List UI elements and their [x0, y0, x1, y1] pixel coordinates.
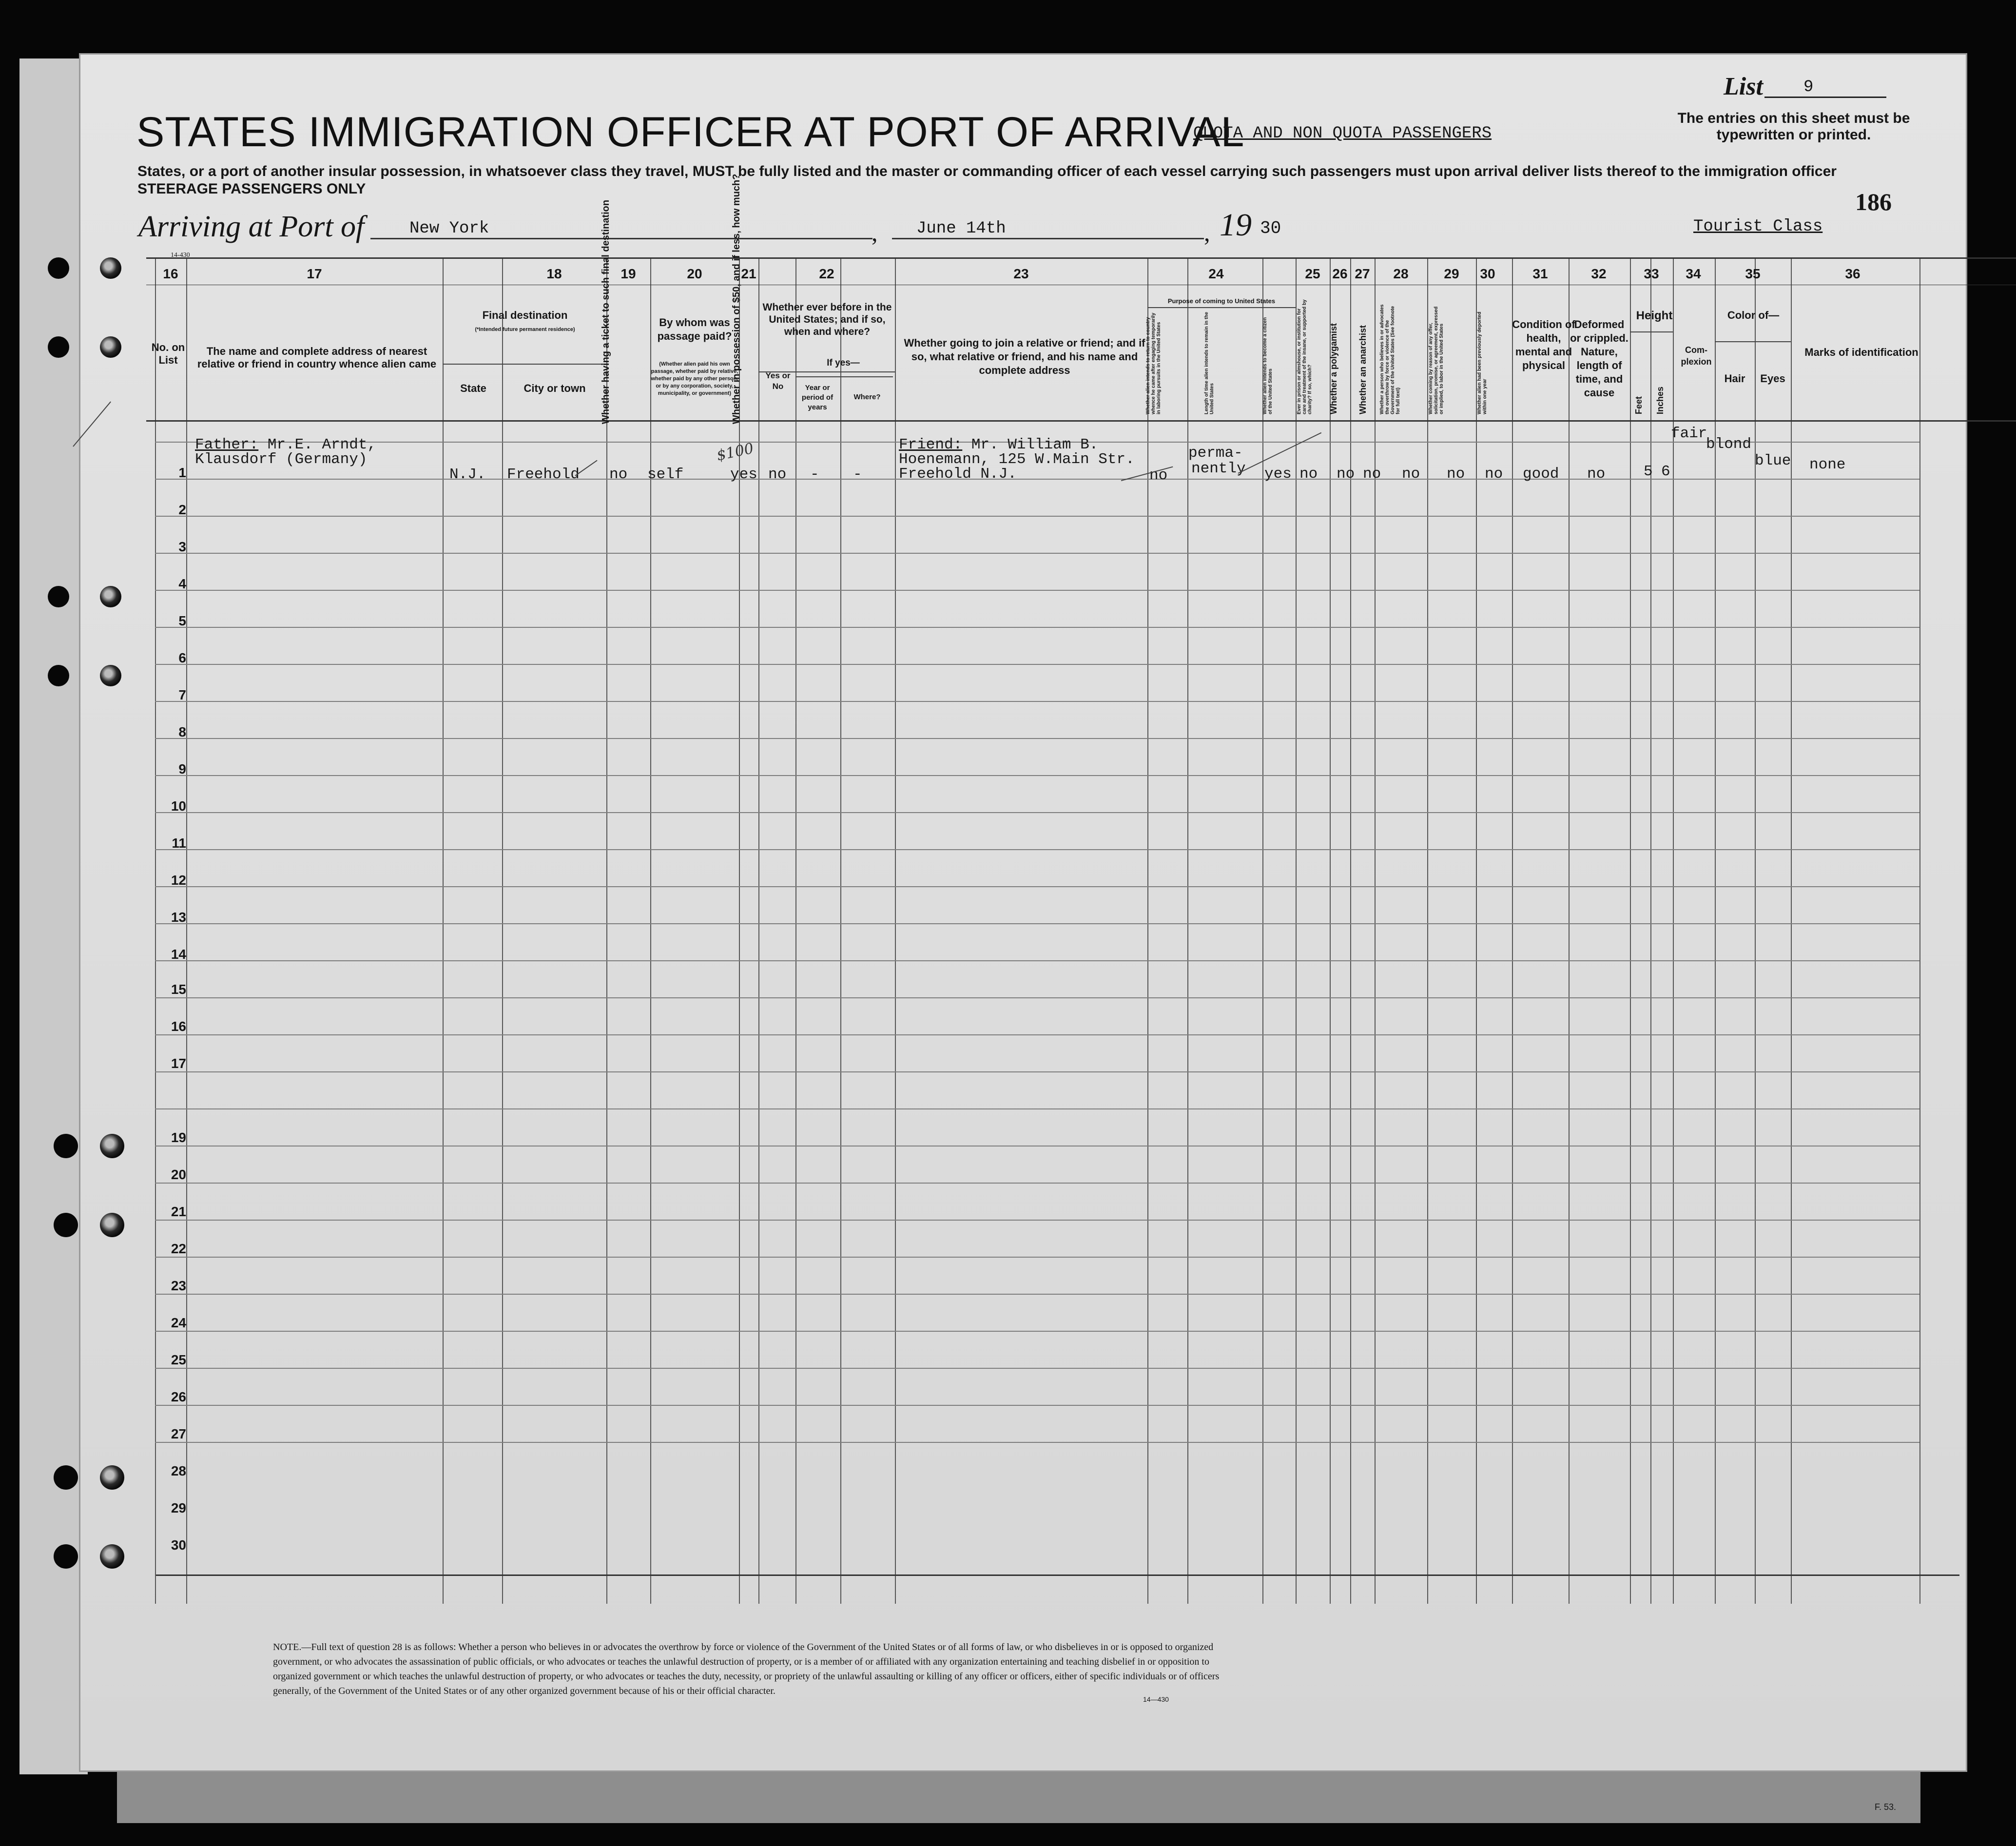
column-number: 26 — [1332, 266, 1348, 281]
grid-row-line — [155, 1331, 1919, 1332]
punch-hole — [54, 1134, 78, 1158]
grid-column-line — [186, 257, 187, 1604]
money-handwritten: $100 — [715, 440, 756, 465]
header-complexion: Com-plexion — [1681, 345, 1712, 367]
punch-hole — [48, 336, 69, 358]
grid-column-line — [1715, 257, 1716, 1604]
header-prison: Ever in prison or almshouse, or institution for care and treatment of the insane, or supported by charity? If so, which? — [1297, 299, 1313, 414]
grid-subheader-line — [1715, 341, 1791, 342]
header-state: State — [460, 382, 486, 394]
header-relative: The name and complete address of nearest relative or friend in country whence alien came — [197, 345, 437, 370]
header-year: Year or period of years — [801, 384, 834, 411]
arriving-label: Arriving at Port of — [138, 210, 365, 243]
friend-label: Friend: — [899, 436, 963, 453]
header-if-yes: If yes— — [827, 358, 860, 368]
header-before-us: Whether ever before in the United States; and if so, when and where? — [762, 302, 892, 337]
grid-column-line — [1262, 257, 1263, 1604]
grid-row-line — [155, 1034, 1919, 1035]
feet-value: 5 — [1644, 463, 1653, 480]
header-purpose-length: Length of time alien intends to remain in the United States — [1204, 311, 1215, 414]
header-deported: Whether alien had been previously deported within one year — [1477, 311, 1488, 414]
punch-hole — [54, 1213, 78, 1237]
row-number: 17 — [171, 1056, 186, 1071]
column-number: 35 — [1745, 266, 1761, 281]
header-money: Whether in possession of $50, and if less, how much? — [731, 174, 742, 424]
grid-column-line — [1296, 257, 1297, 1604]
date-field — [892, 219, 1204, 239]
prison-value: no — [1299, 466, 1318, 483]
grid-row-line — [155, 849, 1919, 850]
grid-row-line — [155, 1368, 1919, 1369]
punch-hole — [54, 1465, 78, 1490]
length-value-1: perma- — [1188, 445, 1243, 462]
form-title: STATES IMMIGRATION OFFICER AT PORT OF ARRIVAL — [136, 109, 1245, 155]
column-number: 17 — [307, 266, 322, 281]
grid-column-line — [795, 257, 796, 1604]
punch-hole — [54, 1544, 78, 1569]
grid-column-line — [1919, 257, 1920, 1604]
grid-column-line — [895, 257, 896, 1604]
grid-row-line — [155, 1108, 1919, 1109]
row-number: 12 — [171, 873, 186, 888]
grid-border-line — [146, 257, 2016, 259]
header-purpose-citizen: Whether alien intends to become a citizen of the United States — [1262, 317, 1273, 414]
marks-value: none — [1809, 456, 1846, 473]
list-label: List — [1724, 73, 1763, 100]
grid-row-line — [155, 960, 1919, 961]
grid-subheader-line — [1147, 307, 1296, 308]
grid-border-line — [156, 1574, 1959, 1576]
punch-hole — [100, 1134, 124, 1158]
column-number: 28 — [1393, 266, 1409, 281]
header-health: Condition of health, mental and physical — [1512, 318, 1575, 371]
row-number: 30 — [171, 1537, 186, 1553]
header-final-destination-sub: (*Intended future permanent residence) — [475, 327, 575, 332]
row-number: 19 — [171, 1130, 186, 1145]
row-number: 29 — [171, 1500, 186, 1516]
class-label: Tourist Class — [1693, 217, 1823, 236]
relative-name: Mr.E. Arndt, — [267, 436, 377, 453]
polygamist-value: no — [1337, 466, 1355, 483]
where-value: - — [853, 466, 862, 483]
grid-row-line — [155, 812, 1919, 813]
header-feet: Feet — [1634, 396, 1644, 414]
row-number: 24 — [171, 1315, 186, 1330]
paid-by-value: self — [647, 466, 684, 483]
column-number: 27 — [1355, 266, 1370, 281]
year-value: - — [810, 466, 819, 483]
punch-hole — [48, 665, 69, 686]
inches-value: 6 — [1661, 463, 1670, 480]
grid-column-line — [443, 257, 444, 1604]
row-number: 21 — [171, 1204, 186, 1219]
punch-hole — [100, 1544, 124, 1569]
header-where: Where? — [853, 393, 881, 401]
city-value: Freehold — [507, 466, 580, 483]
header-final-destination: Final destination — [482, 309, 568, 321]
deformed-value: no — [1587, 466, 1606, 483]
anarchist-value: no — [1363, 466, 1381, 483]
header-height: Height — [1636, 309, 1673, 322]
header-polygamist: Whether a polygamist — [1329, 323, 1338, 414]
port-field — [370, 219, 872, 239]
bottom-page-strip — [117, 1765, 1920, 1823]
grid-row-line — [155, 886, 1919, 887]
grid-column-line — [1375, 257, 1376, 1604]
header-overthrow: Whether a person who believes in or advocates the overthrow by force or violence of the Government of the United States (See footnote for full text) — [1379, 304, 1401, 414]
grid-column-line — [1147, 257, 1148, 1604]
grid-row-line — [155, 1183, 1919, 1184]
row-number: 15 — [171, 982, 186, 997]
column-number: 29 — [1444, 266, 1459, 281]
relative-town: Klausdorf (Germany) — [195, 451, 368, 468]
grid-subheader-line — [1630, 331, 1673, 332]
row-number: 13 — [171, 910, 186, 925]
comma: , — [1204, 219, 1210, 246]
row-number: 14 — [171, 947, 186, 962]
grid-column-line — [502, 257, 503, 1604]
header-color: Color of— — [1727, 309, 1780, 321]
grid-column-line — [1427, 257, 1428, 1604]
punch-hole — [100, 586, 121, 607]
grid-column-line — [1630, 257, 1631, 1604]
grid-column-line — [758, 257, 759, 1604]
header-deformed: Deformed or crippled. Nature, length of time, and cause — [1570, 318, 1628, 399]
header-purpose-return: Whether alien intends to return to country whence he came after engaging temporarily in laboring pursuits in the United States — [1145, 312, 1162, 414]
punch-hole — [100, 257, 121, 279]
row-number: 20 — [171, 1167, 186, 1182]
length-value-2: nently — [1191, 460, 1246, 477]
header-join-relative: Whether going to join a relative or friend; and if so, what relative or friend, and his name and complete address — [904, 337, 1145, 376]
row-number: 4 — [178, 576, 186, 591]
header-marks: Marks of identification — [1804, 346, 1919, 358]
header-no-on-list: No. on List — [151, 341, 185, 366]
row-number: 27 — [171, 1426, 186, 1441]
row-number: 8 — [178, 724, 186, 739]
overthrow-value: no — [1402, 466, 1420, 483]
year-suffix: 30 — [1260, 218, 1281, 238]
header-paid-by: By whom was passage paid? — [657, 316, 732, 342]
header-anarchist: Whether an anarchist — [1358, 325, 1368, 414]
footnote: NOTE.—Full text of question 28 is as follows: Whether a person who believes in or advocates the overthrow by force or violence of the Government of the United States or of all forms of law, or who disbelieves in or is opposed to organized government, or who advocates the assassination of public officials, or who advocates or teaches the unlawful destruction of property, or is a member of or affiliated with any organization entertaining and teaching disbelief in or opposition to organized government or which teaches the unlawful destruction of property, or who advocates or teaches the duty, necessity, or propriety of the unlawful assaulting or killing of any officer or officers, either of specific individuals or of officers generally, of the Government of the United States or of any other organized government because of his or their official character. — [273, 1642, 1220, 1696]
citizen-value: yes — [1264, 466, 1292, 483]
grid-column-line — [1330, 257, 1331, 1604]
comma: , — [872, 219, 878, 246]
header-purpose: Purpose of coming to United States — [1167, 297, 1276, 305]
underlying-page-edge — [19, 58, 88, 1774]
punch-hole — [48, 586, 69, 607]
manifest-sheet — [80, 55, 1966, 1770]
punch-hole — [100, 1465, 124, 1490]
grid-row-line — [155, 590, 1919, 591]
entries-note: The entries on this sheet must be typewritten or printed. — [1677, 110, 1910, 143]
eyes-value: blue — [1755, 452, 1791, 469]
grid-row-line — [155, 1405, 1919, 1406]
punch-hole — [100, 336, 121, 358]
column-number: 20 — [687, 266, 702, 281]
column-number: 22 — [819, 266, 834, 281]
list-number: 9 — [1764, 78, 1886, 98]
footer-code: 14—430 — [1143, 1695, 1169, 1703]
grid-row-line — [155, 1442, 1919, 1443]
return-intent-value: no — [1149, 467, 1168, 484]
grid-column-line — [1512, 257, 1513, 1604]
grid-row-line — [155, 1257, 1919, 1258]
friend-city: Freehold N.J. — [899, 466, 1017, 483]
hair-value: blond — [1706, 436, 1752, 453]
row-number: 26 — [171, 1389, 186, 1404]
grid-row-line — [155, 1220, 1919, 1221]
grid-border-line — [146, 420, 2016, 422]
grid-column-line — [1350, 257, 1351, 1604]
row-number: 3 — [178, 539, 186, 554]
column-number: 21 — [741, 266, 756, 281]
grid-row-line — [155, 1294, 1919, 1295]
grid-row-line — [155, 627, 1919, 628]
grid-row-line — [155, 923, 1919, 924]
row-number: 10 — [171, 798, 186, 814]
complexion-value: fair — [1671, 425, 1707, 442]
row-number: 23 — [171, 1278, 186, 1293]
grid-row-line — [155, 1071, 1919, 1072]
grid-column-line — [1476, 257, 1477, 1604]
port-value: New York — [409, 219, 489, 238]
column-number: 32 — [1591, 266, 1607, 281]
grid-column-line — [1650, 257, 1651, 1604]
punch-hole — [100, 665, 121, 686]
header-ticket: Whether having a ticket to such final destination — [601, 199, 611, 424]
instruction-line: States, or a port of another insular possession, in whatsoever class they travel, MUST be fully listed and the master or commanding officer of each vessel carrying such passengers must upon arrival deliver lists thereof to the immigration officer — [137, 163, 1837, 179]
deported-value: no — [1485, 466, 1503, 483]
grid-row-line — [155, 516, 1919, 517]
row-number: 7 — [178, 687, 186, 702]
column-number: 25 — [1305, 266, 1320, 281]
column-number: 18 — [546, 266, 562, 281]
health-value: good — [1523, 466, 1559, 483]
header-labor-offer: Whether coming by reason of any offer, solicitation, promise, or agreement, expressed or implied, to labor in the United States — [1428, 306, 1444, 414]
grid-column-line — [1673, 257, 1674, 1604]
grid-row-line — [155, 479, 1919, 480]
row-number: 2 — [178, 502, 186, 517]
money-value: yes — [730, 466, 757, 483]
date-value: June 14th — [916, 219, 1006, 238]
row-number: 28 — [171, 1463, 186, 1478]
form-code: 14-430 — [171, 252, 190, 259]
friend-address: Hoenemann, 125 W.Main Str. — [899, 451, 1135, 468]
header-hair: Hair — [1724, 372, 1745, 385]
header-yes-no: Yes or No — [765, 371, 791, 391]
relative-label: Father: — [195, 436, 259, 453]
column-number: 23 — [1013, 266, 1029, 281]
quota-label: QUOTA AND NON QUOTA PASSENGERS — [1193, 124, 1492, 143]
grid-subheader-line — [795, 376, 893, 377]
column-number: 36 — [1845, 266, 1861, 281]
row-number: 22 — [171, 1241, 186, 1256]
column-number: 30 — [1480, 266, 1495, 281]
grid-row-line — [155, 997, 1919, 998]
column-number: 34 — [1686, 266, 1701, 281]
grid-column-line — [1569, 257, 1570, 1604]
grid-column-line — [650, 257, 651, 1604]
grid-column-line — [606, 257, 607, 1604]
steerage-line: STEERAGE PASSENGERS ONLY — [137, 181, 366, 197]
row-number: 11 — [172, 836, 186, 851]
row-number: 9 — [178, 761, 186, 777]
page-number: 186 — [1855, 188, 1892, 215]
row-number: 25 — [171, 1352, 186, 1367]
column-number: 31 — [1532, 266, 1548, 281]
header-paid-by-sub: (Whether alien paid his own passage, whether paid by relative, whether paid by any other person, or by any corporation, society, municipality, or government) — [651, 361, 738, 396]
grid-row-line — [155, 553, 1919, 554]
row-number: 16 — [171, 1019, 186, 1034]
column-number: 24 — [1208, 266, 1224, 281]
column-number: 19 — [620, 266, 636, 281]
grid-row-line — [155, 701, 1919, 702]
form-number: F. 53. — [1875, 1802, 1897, 1812]
header-eyes: Eyes — [1760, 372, 1785, 385]
ticket-value: no — [609, 466, 628, 483]
year-prefix: 19 — [1220, 207, 1252, 243]
header-inches: Inches — [1655, 386, 1665, 414]
row-number: 5 — [178, 613, 186, 628]
state-value: N.J. — [449, 466, 486, 483]
labor-offer-value: no — [1447, 466, 1465, 483]
instruction-text — [137, 163, 1837, 198]
punch-hole — [100, 1213, 124, 1237]
grid-row-line — [155, 775, 1919, 776]
header-city: City or town — [523, 382, 586, 394]
grid-row-line — [155, 738, 1919, 739]
grid-subheader-line — [443, 364, 605, 365]
grid-column-line — [840, 257, 841, 1604]
grid-row-line — [155, 664, 1919, 665]
punch-hole — [48, 257, 69, 279]
column-number: 33 — [1644, 266, 1659, 281]
before-us-value: no — [768, 466, 787, 483]
friend-name: Mr. William B. — [971, 436, 1099, 453]
column-number: 16 — [163, 266, 178, 281]
row-number: 6 — [178, 650, 186, 665]
row-number: 1 — [178, 465, 186, 480]
